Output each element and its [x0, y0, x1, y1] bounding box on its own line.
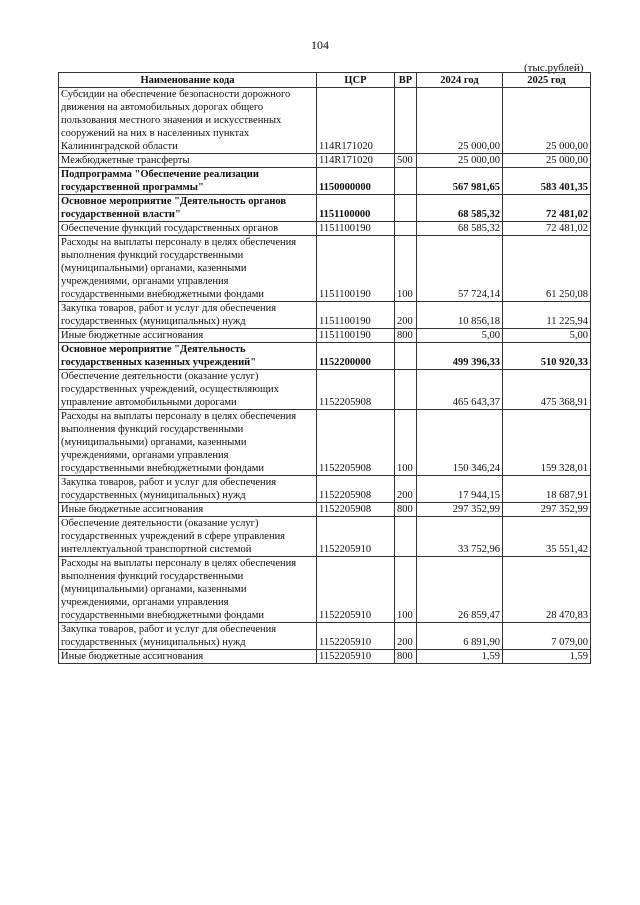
table-row	[59, 88, 591, 154]
cell-vr: 800	[395, 650, 417, 664]
cell-code: 1151100190	[317, 329, 395, 343]
cell-2024: 5,00	[417, 329, 503, 343]
header-name: Наименование кода	[59, 73, 317, 88]
cell-code: 1151100000	[317, 195, 395, 222]
cell-vr: 100	[395, 236, 417, 302]
table-header-row	[59, 73, 591, 88]
cell-vr: 800	[395, 503, 417, 517]
cell-vr: 100	[395, 557, 417, 623]
cell-code: 1152205910	[317, 557, 395, 623]
table-row	[59, 476, 591, 503]
cell-code: 1152205908	[317, 503, 395, 517]
cell-2025: 72 481,02	[503, 222, 591, 236]
cell-code: 1152205908	[317, 370, 395, 410]
header-vr: ВР	[395, 73, 417, 88]
cell-2025: 11 225,94	[503, 302, 591, 329]
cell-2025: 25 000,00	[503, 154, 591, 168]
table-row	[59, 370, 591, 410]
cell-2024: 17 944,15	[417, 476, 503, 503]
cell-2024: 297 352,99	[417, 503, 503, 517]
table-row	[59, 195, 591, 222]
cell-2025: 35 551,42	[503, 517, 591, 557]
cell-2025: 159 328,01	[503, 410, 591, 476]
cell-name: Подпрограмма "Обеспечение реализации государственной программы"	[59, 168, 317, 195]
cell-code: 1152205910	[317, 650, 395, 664]
page-number: 104	[311, 38, 329, 52]
header-2025: 2025 год	[503, 73, 591, 88]
cell-name: Обеспечение деятельности (оказание услуг) государственных учреждений в сфере управления интеллектуальной транспортной системой	[59, 517, 317, 557]
table-row	[59, 623, 591, 650]
cell-name: Закупка товаров, работ и услуг для обеспечения государственных (муниципальных) нужд	[59, 476, 317, 503]
table-row	[59, 410, 591, 476]
cell-2025: 1,59	[503, 650, 591, 664]
cell-2025: 475 368,91	[503, 370, 591, 410]
cell-name: Иные бюджетные ассигнования	[59, 329, 317, 343]
cell-2025: 7 079,00	[503, 623, 591, 650]
header-code: ЦСР	[317, 73, 395, 88]
cell-vr: 100	[395, 410, 417, 476]
table-row	[59, 343, 591, 370]
cell-2024: 33 752,96	[417, 517, 503, 557]
cell-vr: 200	[395, 476, 417, 503]
cell-2024: 465 643,37	[417, 370, 503, 410]
cell-code: 1151100190	[317, 302, 395, 329]
cell-vr: 200	[395, 623, 417, 650]
cell-name: Расходы на выплаты персоналу в целях обеспечения выполнения функций государственными (муниципальными) органами, казенными учреждениями, органами управления государственными внебюджетными фондами	[59, 410, 317, 476]
cell-2025: 583 401,35	[503, 168, 591, 195]
cell-2025: 61 250,08	[503, 236, 591, 302]
table-row	[59, 168, 591, 195]
units-label: (тыс.рублей)	[524, 62, 584, 74]
cell-code: 1150000000	[317, 168, 395, 195]
table-row	[59, 517, 591, 557]
cell-name: Основное мероприятие "Деятельность государственных казенных учреждений"	[59, 343, 317, 370]
cell-vr: 800	[395, 329, 417, 343]
cell-name: Обеспечение деятельности (оказание услуг) государственных учреждений, осуществляющих управление автомобильными дорогами	[59, 370, 317, 410]
table-row	[59, 557, 591, 623]
table-row	[59, 222, 591, 236]
cell-vr	[395, 517, 417, 557]
cell-2024: 57 724,14	[417, 236, 503, 302]
cell-2025: 5,00	[503, 329, 591, 343]
cell-2024: 499 396,33	[417, 343, 503, 370]
cell-code: 114R171020	[317, 154, 395, 168]
cell-2024: 6 891,90	[417, 623, 503, 650]
cell-2024: 1,59	[417, 650, 503, 664]
cell-vr	[395, 343, 417, 370]
cell-vr	[395, 195, 417, 222]
cell-2024: 25 000,00	[417, 154, 503, 168]
cell-name: Субсидии на обеспечение безопасности дорожного движения на автомобильных дорогах общего пользования местного значения и искусственных сооружений на них в населенных пунктах Калининградской области	[59, 88, 317, 154]
table-row	[59, 329, 591, 343]
cell-code: 1152205910	[317, 517, 395, 557]
cell-name: Закупка товаров, работ и услуг для обеспечения государственных (муниципальных) нужд	[59, 623, 317, 650]
cell-2024: 25 000,00	[417, 88, 503, 154]
cell-code: 1152205908	[317, 410, 395, 476]
cell-name: Иные бюджетные ассигнования	[59, 503, 317, 517]
cell-2025: 297 352,99	[503, 503, 591, 517]
cell-name: Основное мероприятие "Деятельность органов государственной власти"	[59, 195, 317, 222]
cell-vr	[395, 370, 417, 410]
cell-name: Межбюджетные трансферты	[59, 154, 317, 168]
cell-2025: 510 920,33	[503, 343, 591, 370]
cell-name: Закупка товаров, работ и услуг для обеспечения государственных (муниципальных) нужд	[59, 302, 317, 329]
table-row	[59, 650, 591, 664]
cell-2024: 10 856,18	[417, 302, 503, 329]
cell-2025: 28 470,83	[503, 557, 591, 623]
cell-code: 1152200000	[317, 343, 395, 370]
cell-2024: 68 585,32	[417, 195, 503, 222]
cell-name: Иные бюджетные ассигнования	[59, 650, 317, 664]
cell-name: Расходы на выплаты персоналу в целях обеспечения выполнения функций государственными (муниципальными) органами, казенными учреждениями, органами управления государственными внебюджетными фондами	[59, 236, 317, 302]
cell-2025: 25 000,00	[503, 88, 591, 154]
cell-2025: 72 481,02	[503, 195, 591, 222]
table-row	[59, 236, 591, 302]
cell-vr	[395, 88, 417, 154]
cell-code: 1152205910	[317, 623, 395, 650]
cell-2024: 68 585,32	[417, 222, 503, 236]
cell-2024: 150 346,24	[417, 410, 503, 476]
cell-2024: 26 859,47	[417, 557, 503, 623]
budget-table	[58, 72, 591, 664]
cell-2025: 18 687,91	[503, 476, 591, 503]
cell-vr: 200	[395, 302, 417, 329]
cell-code: 1151100190	[317, 222, 395, 236]
cell-code: 1151100190	[317, 236, 395, 302]
cell-vr: 500	[395, 154, 417, 168]
table-row	[59, 154, 591, 168]
cell-vr	[395, 168, 417, 195]
cell-name: Расходы на выплаты персоналу в целях обеспечения выполнения функций государственными (муниципальными) органами, казенными учреждениями, органами управления государственными внебюджетными фондами	[59, 557, 317, 623]
cell-code: 1152205908	[317, 476, 395, 503]
table-body	[59, 88, 591, 664]
table-row	[59, 302, 591, 329]
table-row	[59, 503, 591, 517]
cell-vr	[395, 222, 417, 236]
cell-2024: 567 981,65	[417, 168, 503, 195]
header-2024: 2024 год	[417, 73, 503, 88]
cell-name: Обеспечение функций государственных органов	[59, 222, 317, 236]
cell-code: 114R171020	[317, 88, 395, 154]
